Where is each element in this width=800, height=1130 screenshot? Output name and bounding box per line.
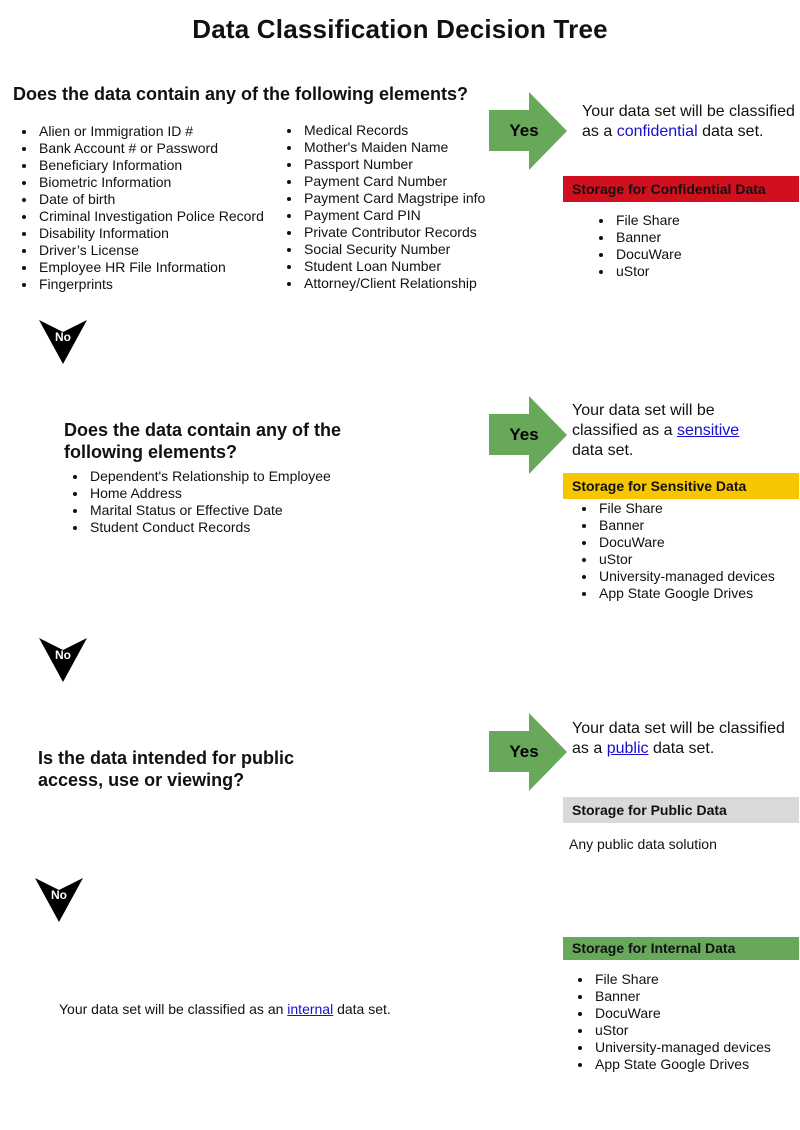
result-text-end: data set.	[333, 1001, 391, 1017]
list-item: • Private Contributor Records	[302, 224, 517, 241]
no-label: No	[55, 648, 71, 662]
public-link[interactable]: public	[606, 740, 649, 757]
confidential-link[interactable]: confidential	[616, 123, 698, 140]
list-item: • File Share	[597, 500, 800, 517]
list-item: • Bank Account # or Password	[37, 140, 307, 157]
list-item: • Payment Card Magstripe info	[302, 190, 517, 207]
question-3: Is the data intended for public access, use or viewing?	[38, 748, 295, 790]
storage-confidential-header: Storage for Confidential Data	[563, 176, 799, 202]
result-text-end: data set.	[648, 740, 715, 757]
list-item: • University-managed devices	[597, 568, 800, 585]
list-item: • Banner	[614, 229, 800, 246]
result-text-end: data set.	[572, 442, 634, 459]
list-item: • Fingerprints	[37, 276, 307, 293]
list-item: • DocuWare	[593, 1005, 800, 1022]
result-text: Your data set will be classified as an	[59, 1001, 288, 1017]
storage-sensitive-list	[573, 500, 800, 602]
list-item: • Disability Information	[37, 225, 307, 242]
list-item: • File Share	[593, 971, 800, 988]
list-item: • Payment Card Number	[302, 173, 517, 190]
yes-label: Yes	[509, 121, 539, 140]
list-item: • Home Address	[88, 485, 388, 502]
list-item: • Medical Records	[302, 122, 517, 139]
result-text: Your data set will be classified as a	[582, 103, 795, 140]
result-text: Your data set will be classified as a	[572, 720, 785, 757]
list-item: • Employee HR File Information	[37, 259, 307, 276]
yes-arrow-3	[489, 713, 569, 791]
list-item: • Criminal Investigation Police Record	[37, 208, 307, 225]
yes-label: Yes	[509, 742, 539, 761]
list-item: • Passport Number	[302, 156, 517, 173]
result-text-end: data set.	[697, 123, 764, 140]
question-2: Does the data contain any of the following elements?	[64, 420, 342, 462]
storage-public-header: Storage for Public Data	[563, 797, 799, 823]
list-item: • Mother's Maiden Name	[302, 139, 517, 156]
list-item: • Payment Card PIN	[302, 207, 517, 224]
list-item: • File Share	[614, 212, 800, 229]
list-item: • Banner	[593, 988, 800, 1005]
no-label: No	[51, 888, 67, 902]
list-item: • DocuWare	[597, 534, 800, 551]
list-item: • Attorney/Client Relationship	[302, 275, 517, 292]
no-arrow-1	[39, 320, 87, 364]
list-item: • Dependent's Relationship to Employee	[88, 468, 388, 485]
list-item: • uStor	[593, 1022, 800, 1039]
result-text: Your data set will be classified as a	[572, 402, 715, 439]
public-result	[572, 719, 787, 759]
yes-arrow-1	[489, 92, 569, 170]
sensitive-result	[572, 401, 772, 461]
list-item: • Biometric Information	[37, 174, 307, 191]
page-title: Data Classification Decision Tree	[192, 14, 608, 44]
sensitive-link[interactable]: sensitive	[676, 422, 740, 439]
no-arrow-3	[35, 878, 83, 922]
confidential-result	[582, 102, 797, 142]
list-item: • uStor	[597, 551, 800, 568]
storage-sensitive-header: Storage for Sensitive Data	[563, 473, 799, 499]
list-item: • Alien or Immigration ID #	[37, 123, 307, 140]
list-item: • App State Google Drives	[593, 1056, 800, 1073]
list-item: • Date of birth	[37, 191, 307, 208]
yes-label: Yes	[509, 425, 539, 444]
storage-public-text: Any public data solution	[569, 836, 717, 852]
confidential-elements-list-left	[13, 123, 307, 293]
list-item: • uStor	[614, 263, 800, 280]
storage-confidential-list	[590, 212, 800, 280]
confidential-elements-list-right	[278, 122, 517, 292]
no-label: No	[55, 330, 71, 344]
list-item: • Beneficiary Information	[37, 157, 307, 174]
no-arrow-2	[39, 638, 87, 682]
list-item: • Student Loan Number	[302, 258, 517, 275]
list-item: • Student Conduct Records	[88, 519, 388, 536]
storage-internal-list	[569, 971, 800, 1073]
sensitive-elements-list	[64, 468, 388, 536]
list-item: • Banner	[597, 517, 800, 534]
internal-link[interactable]: internal	[287, 1001, 334, 1017]
list-item: • Driver’s License	[37, 242, 307, 259]
storage-internal-header: Storage for Internal Data	[563, 937, 799, 960]
yes-arrow-2	[489, 396, 569, 474]
list-item: • Marital Status or Effective Date	[88, 502, 388, 519]
question-1: Does the data contain any of the following elements?	[13, 84, 469, 104]
section-confidential	[0, 0, 800, 1]
list-item: • App State Google Drives	[597, 585, 800, 602]
internal-result	[59, 1000, 479, 1018]
list-item: • DocuWare	[614, 246, 800, 263]
list-item: • Social Security Number	[302, 241, 517, 258]
list-item: • University-managed devices	[593, 1039, 800, 1056]
